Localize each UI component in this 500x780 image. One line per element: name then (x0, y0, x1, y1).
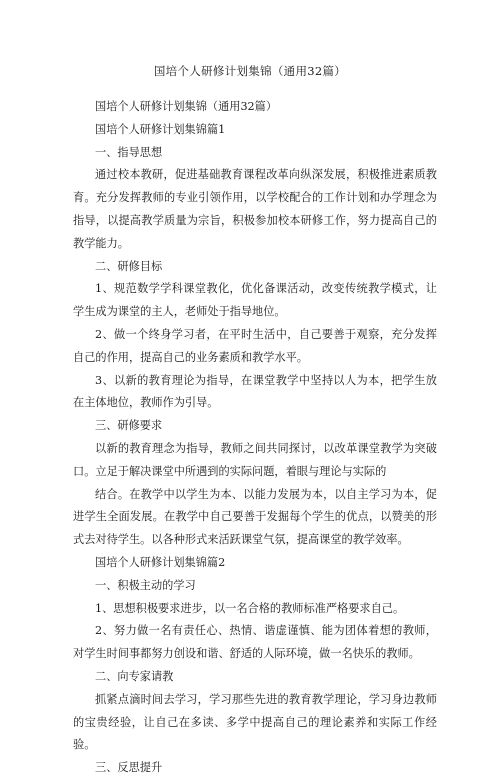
paragraph-goal-3: 3、以新的教育理论为指导，在课堂教学中坚持以人为本，把学生放在主体地位，教师作为引导。 (73, 373, 437, 410)
paragraph-consult-experts: 抓紧点滴时间去学习，学习那些先进的教育教学理论，学习身边教师的宝贵经验，让自己在多读、多学中提高自己的理论素养和实际工作经验。 (73, 692, 437, 752)
paragraph-learning-2: 2、努力做一名有责任心、热情、谐虚谨慎、能为团体着想的教师，对学生时间事都努力创设和谐、舒适的人际环境，做一名快乐的教师。 (73, 624, 437, 661)
paragraph-subtitle: 国培个人研修计划集锦（通用32篇） (95, 100, 278, 113)
paragraph-goal-2: 2、做一个终身学习者，在平时生活中，自己要善于观察，充分发挥自己的作用，提高自己的业务素质和教学水平。 (73, 327, 437, 364)
heading-consult-experts: 二、向专家请教 (95, 669, 174, 683)
paragraph-requirements-b: 结合。在教学中以学生为本、以能力发展为本，以自主学习为本，促进学生全面发展。在教学中自己要善于发掘每个学生的优点，以赞美的形式去对待学生。以各种形式来活跃课堂气氛，提高课堂的教学效率。 (73, 487, 437, 547)
document-body (73, 96, 437, 780)
paragraph-guiding-thought: 通过校本教研，促进基础教育课程改革向纵深发展，积极推进素质教育。充分发挥教师的专业引领作用，以学校配合的工作计划和办学理念为指导，以提高教学质量为宗旨，积极参加校本研修工作，努力提高自己的教学能力。 (73, 168, 437, 250)
paragraph-requirements-a: 以新的教育理念为指导，教师之间共同探讨，以改革课堂教学为突破口。立足于解决课堂中所遇到的实际问题，着眼与理论与实际的 (73, 441, 437, 478)
paragraph-learning-1: 1、思想积极要求进步，以一名合格的教师标准严格要求自己。 (95, 601, 405, 615)
heading-reflection: 三、反思提升 (95, 761, 163, 775)
section-heading-part1: 国培个人研修计划集锦篇1 (95, 122, 226, 136)
document-title: 国培个人研修计划集锦（通用32篇） (153, 64, 347, 78)
heading-active-learning: 一、积极主动的学习 (95, 578, 196, 592)
paragraph-goal-1: 1、规范数学学科课堂教化，优化备课活动，改变传统教学模式，让学生成为课堂的主人，老师处于指导地位。 (73, 282, 437, 319)
heading-study-requirements: 三、研修要求 (95, 419, 163, 433)
section-heading-part2: 国培个人研修计划集锦篇2 (95, 555, 226, 569)
heading-guiding-thought: 一、指导思想 (95, 145, 163, 159)
heading-study-goals: 二、研修目标 (95, 259, 163, 273)
